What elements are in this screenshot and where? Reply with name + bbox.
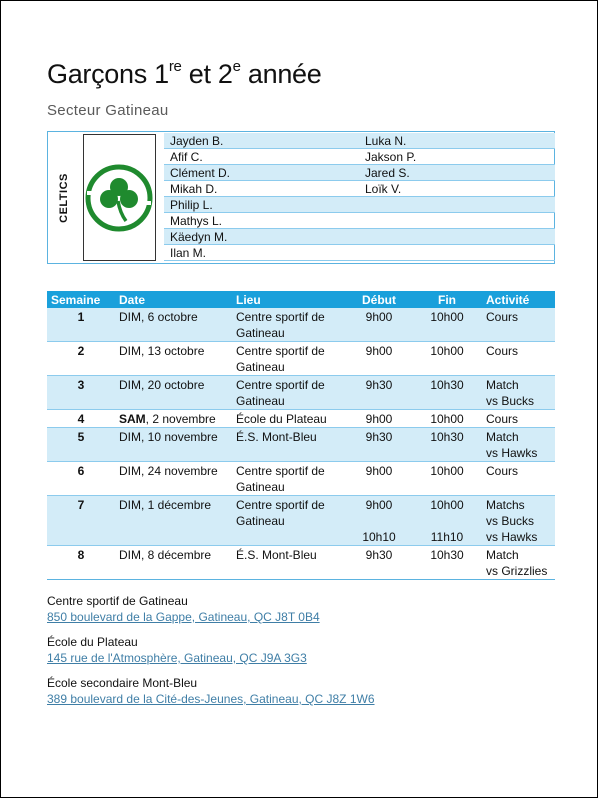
- start-time: [346, 462, 412, 496]
- schedule-header-row: [47, 291, 555, 308]
- activity-cell: [482, 342, 555, 376]
- activity-cell-line: Match: [486, 378, 519, 392]
- place-cell: [232, 496, 346, 546]
- player-row: [164, 133, 555, 149]
- date-cell: [115, 546, 232, 580]
- location-address-link[interactable]: 850 boulevard de la Gappe, Gatineau, QC J8T 0B4: [47, 610, 320, 624]
- day-of-week: DIM: [119, 310, 141, 324]
- start-time-line: 9h00: [365, 412, 393, 426]
- start-time: [346, 376, 412, 410]
- end-time: [412, 546, 482, 580]
- schedule-row: [47, 308, 555, 342]
- place-cell-line: Gatineau: [236, 394, 285, 408]
- place-cell-line: Gatineau: [236, 480, 285, 494]
- place-cell-line: Centre sportif de: [236, 464, 325, 478]
- end-time: [412, 342, 482, 376]
- week-number: 1: [47, 308, 115, 342]
- player-list: [164, 133, 555, 261]
- date-cell: [115, 410, 232, 428]
- player-name: Clément D.: [170, 166, 231, 180]
- player-name: Mathys L.: [170, 214, 223, 228]
- date-text: , 2 novembre: [145, 412, 216, 426]
- start-time: [346, 410, 412, 428]
- date-cell: [115, 308, 232, 342]
- date-text: , 1 décembre: [141, 498, 212, 512]
- header-end: Fin: [412, 291, 482, 308]
- player-name: Ilan M.: [170, 246, 207, 260]
- location-name: Centre sportif de Gatineau: [47, 594, 188, 608]
- title-superscript-1: re: [168, 58, 182, 75]
- location-address-link[interactable]: 389 boulevard de la Cité-des-Jeunes, Gatineau, QC J8Z 1W6: [47, 692, 375, 706]
- spacer: [416, 513, 478, 529]
- day-of-week: DIM: [119, 498, 141, 512]
- date-text: , 20 octobre: [141, 378, 205, 392]
- end-time-line: 10h30: [430, 378, 464, 392]
- player-row: [164, 197, 555, 213]
- week-number: 5: [47, 428, 115, 462]
- player-name: Afif C.: [170, 150, 203, 164]
- place-cell: [232, 342, 346, 376]
- end-time-line: 11h10: [430, 530, 464, 544]
- week-number: 7: [47, 496, 115, 546]
- end-time: [412, 410, 482, 428]
- activity-cell-line: Cours: [486, 412, 519, 426]
- activity-cell: [482, 496, 555, 546]
- date-text: , 10 novembre: [141, 430, 218, 444]
- schedule-table: [47, 291, 555, 580]
- end-time-line: 10h00: [430, 310, 464, 324]
- schedule-row: [47, 410, 555, 428]
- player-name: Jakson P.: [365, 150, 417, 164]
- start-time-line: 9h30: [365, 378, 393, 392]
- activity-cell-line: vs Grizzlies: [486, 564, 548, 578]
- player-row: [164, 229, 555, 245]
- player-name: Luka N.: [365, 134, 407, 148]
- location-name: École secondaire Mont-Bleu: [47, 676, 198, 690]
- header-week: Semaine: [47, 291, 115, 308]
- place-cell-line: Gatineau: [236, 514, 285, 528]
- place-cell-line: École du Plateau: [236, 412, 327, 426]
- date-text: , 6 octobre: [141, 310, 198, 324]
- week-number: 8: [47, 546, 115, 580]
- schedule-row: [47, 342, 555, 376]
- location-address-link[interactable]: 145 rue de l'Atmosphère, Gatineau, QC J9A 3G3: [47, 651, 307, 665]
- celtics-logo-svg: [84, 135, 155, 260]
- place-cell: [232, 376, 346, 410]
- location-item: [47, 634, 567, 666]
- place-cell-line: Centre sportif de: [236, 498, 325, 512]
- activity-cell: [482, 308, 555, 342]
- end-time-line: 10h30: [430, 430, 464, 444]
- end-time: [412, 376, 482, 410]
- title-superscript-2: e: [232, 58, 241, 75]
- player-name: Käedyn M.: [170, 230, 228, 244]
- place-cell-line: É.S. Mont-Bleu: [236, 430, 317, 444]
- place-cell-line: Centre sportif de: [236, 310, 325, 324]
- place-cell-line: Gatineau: [236, 360, 285, 374]
- start-time-line: 9h00: [365, 310, 393, 324]
- day-of-week: DIM: [119, 378, 141, 392]
- schedule-row: [47, 546, 555, 580]
- start-time: [346, 496, 412, 546]
- player-name: Loïk V.: [365, 182, 402, 196]
- header-place: Lieu: [232, 291, 346, 308]
- date-text: , 8 décembre: [141, 548, 212, 562]
- player-name: [365, 245, 555, 260]
- player-name: [365, 197, 555, 212]
- activity-cell: [482, 410, 555, 428]
- activity-cell: [482, 462, 555, 496]
- end-time-line: 10h30: [430, 548, 464, 562]
- place-cell-line: Centre sportif de: [236, 378, 325, 392]
- player-name: Jayden B.: [170, 134, 224, 148]
- title-part-2: et 2: [181, 59, 233, 89]
- header-date: Date: [115, 291, 232, 308]
- end-time-line: 10h00: [430, 498, 464, 512]
- player-name: [365, 213, 555, 228]
- place-cell: [232, 308, 346, 342]
- end-time-line: 10h00: [430, 464, 464, 478]
- celtics-shamrock-logo-icon: [83, 134, 156, 261]
- day-of-week: SAM: [119, 412, 146, 426]
- start-time-line: 9h00: [365, 498, 393, 512]
- location-item: [47, 675, 567, 707]
- schedule-row: [47, 428, 555, 462]
- activity-cell: [482, 546, 555, 580]
- spacer: [350, 513, 408, 529]
- start-time-line: 9h00: [365, 344, 393, 358]
- header-start: Début: [346, 291, 412, 308]
- date-cell: [115, 496, 232, 546]
- date-cell: [115, 376, 232, 410]
- week-number: 6: [47, 462, 115, 496]
- activity-cell-line: Cours: [486, 310, 519, 324]
- activity-cell-line: Cours: [486, 344, 519, 358]
- page-title: [47, 59, 322, 90]
- place-cell: [232, 428, 346, 462]
- week-number: 3: [47, 376, 115, 410]
- date-cell: [115, 428, 232, 462]
- start-time-line: 9h30: [365, 548, 393, 562]
- team-roster: [47, 131, 555, 264]
- place-cell: [232, 462, 346, 496]
- date-cell: [115, 342, 232, 376]
- week-number: 4: [47, 410, 115, 428]
- date-text: , 24 novembre: [141, 464, 218, 478]
- week-number: 2: [47, 342, 115, 376]
- header-activity: Activité: [482, 291, 555, 308]
- end-time: [412, 428, 482, 462]
- place-cell-line: Gatineau: [236, 326, 285, 340]
- day-of-week: DIM: [119, 464, 141, 478]
- player-name: Mikah D.: [170, 182, 218, 196]
- schedule-row: [47, 496, 555, 546]
- team-name-label: [50, 172, 78, 224]
- location-name: École du Plateau: [47, 635, 138, 649]
- activity-cell-line: Matchs: [486, 498, 525, 512]
- date-text: , 13 octobre: [141, 344, 205, 358]
- schedule-row: [47, 462, 555, 496]
- end-time: [412, 308, 482, 342]
- player-row: [164, 165, 555, 181]
- end-time-line: 10h00: [430, 412, 464, 426]
- player-name: Jared S.: [365, 166, 410, 180]
- date-cell: [115, 462, 232, 496]
- team-name-text: CELTICS: [58, 173, 70, 223]
- place-cell-line: Centre sportif de: [236, 344, 325, 358]
- start-time: [346, 428, 412, 462]
- start-time-line: 9h30: [365, 430, 393, 444]
- end-time-line: 10h00: [430, 344, 464, 358]
- title-part-1: Garçons 1: [47, 59, 169, 89]
- day-of-week: DIM: [119, 430, 141, 444]
- end-time: [412, 496, 482, 546]
- player-name: [365, 229, 555, 244]
- start-time-line: 9h00: [365, 464, 393, 478]
- end-time: [412, 462, 482, 496]
- location-item: [47, 593, 567, 625]
- locations-list: [47, 593, 567, 716]
- player-row: [164, 181, 555, 197]
- start-time: [346, 308, 412, 342]
- place-cell: [232, 410, 346, 428]
- start-time: [346, 546, 412, 580]
- activity-cell-line: vs Bucks: [486, 514, 535, 528]
- place-cell: [232, 546, 346, 580]
- activity-cell-line: vs Hawks: [486, 446, 538, 460]
- start-time-line: 10h10: [362, 530, 396, 544]
- start-time: [346, 342, 412, 376]
- player-row: [164, 245, 555, 261]
- page-subtitle: Secteur Gatineau: [47, 102, 169, 119]
- player-name: Philip L.: [170, 198, 213, 212]
- title-part-3: année: [240, 59, 322, 89]
- player-row: [164, 213, 555, 229]
- day-of-week: DIM: [119, 344, 141, 358]
- activity-cell: [482, 428, 555, 462]
- day-of-week: DIM: [119, 548, 141, 562]
- activity-cell: [482, 376, 555, 410]
- activity-cell-line: vs Bucks: [486, 394, 535, 408]
- schedule-row: [47, 376, 555, 410]
- activity-cell-line: Match: [486, 430, 519, 444]
- activity-cell-line: Cours: [486, 464, 519, 478]
- player-row: [164, 149, 555, 165]
- place-cell-line: É.S. Mont-Bleu: [236, 548, 317, 562]
- activity-cell-line: vs Hawks: [486, 530, 538, 544]
- activity-cell-line: Match: [486, 548, 519, 562]
